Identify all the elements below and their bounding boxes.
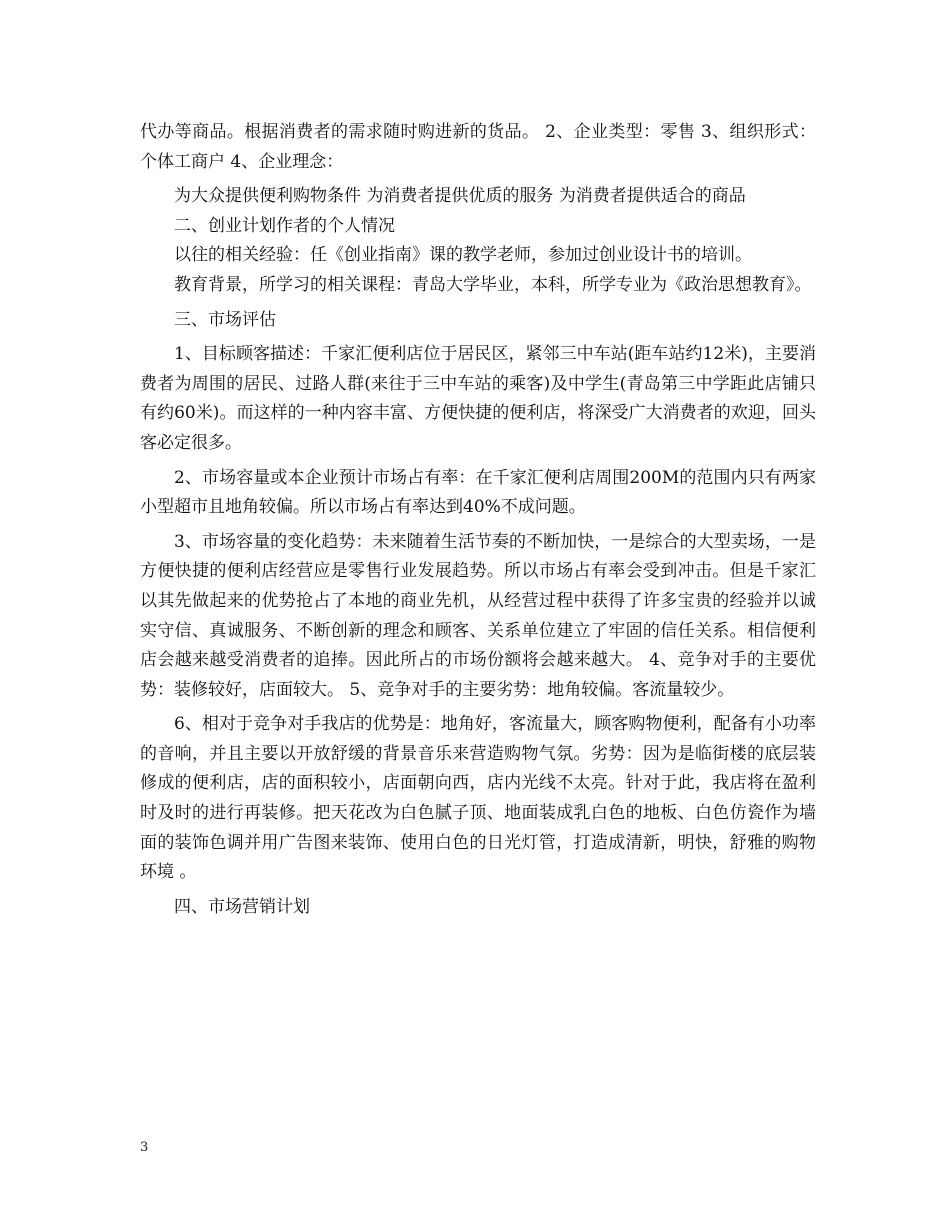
- paragraph-market-share: 2、市场容量或本企业预计市场占有率：在千家汇便利店周围200M的范围内只有两家小型超市且地角较偏。所以市场占有率达到40%不成问题。: [140, 467, 816, 518]
- section-heading-author: 二、创业计划作者的个人情况: [174, 215, 395, 236]
- paragraph-experience: 以往的相关经验：任《创业指南》课的教学老师，参加过创业设计书的培训。: [174, 245, 752, 266]
- paragraph-market-trend: 3、市场容量的变化趋势：未来随着生活节奏的不断加快，一是综合的大型卖场，一是方便快捷的便利店经营应是零售行业发展趋势。所以市场占有率会受到冲击。但是千家汇以其先做起来的优势抢占了本地的商业先机，从经营过程中获得了许多宝贵的经验并以诚实守信、真诚服务、不断创新的理念和顾客、关系单位建立了牢固的信任关系。相信便利店会越来越受消费者的追捧。因此所占的市场份额将会越来越大。 4、竞争对手的主要优势：装修较好，店面较大。 5、竞争对手的主要劣势：地角较偏。客流量较少。: [140, 531, 816, 700]
- paragraph-1: 代办等商品。根据消费者的需求随时购进新的货品。 2、企业类型：零售 3、组织形式：个体工商户 4、企业理念：: [140, 122, 816, 172]
- document-body: [140, 118, 816, 922]
- paragraph-education: 教育背景，所学习的相关课程：青岛大学毕业，本科，所学专业为《政治思想教育》。: [174, 274, 812, 295]
- paragraph-2: 为大众提供便利购物条件 为消费者提供优质的服务 为消费者提供适合的商品: [174, 186, 746, 207]
- section-heading-marketing: 四、市场营销计划: [174, 896, 310, 917]
- page-number: 3: [140, 1140, 149, 1155]
- section-heading-market: 三、市场评估: [174, 309, 276, 330]
- paragraph-advantages: 6、相对于竞争对手我店的优势是：地角好，客流量大，顾客购物便利，配备有小功率的音响，并且主要以开放舒缓的背景音乐来营造购物气氛。劣势：因为是临街楼的底层装修成的便利店，店的面积较小，店面朝向西，店内光线不太亮。针对于此，我店将在盈利时及时的进行再装修。把天花改为白色腻子顶、地面装成乳白色的地板、白色仿瓷作为墙面的装饰色调并用广告图来装饰、使用白色的日光灯管，打造成清新，明快，舒雅的购物环境 。: [140, 714, 816, 883]
- paragraph-target-customers: 1、目标顾客描述：千家汇便利店位于居民区，紧邻三中车站(距车站约12米)，主要消费者为周围的居民、过路人群(来往于三中车站的乘客)及中学生(青岛第三中学距此店铺只有约60米)。而这样的一种内容丰富、方便快捷的便利店，将深受广大消费者的欢迎，回头客必定很多。: [140, 344, 816, 453]
